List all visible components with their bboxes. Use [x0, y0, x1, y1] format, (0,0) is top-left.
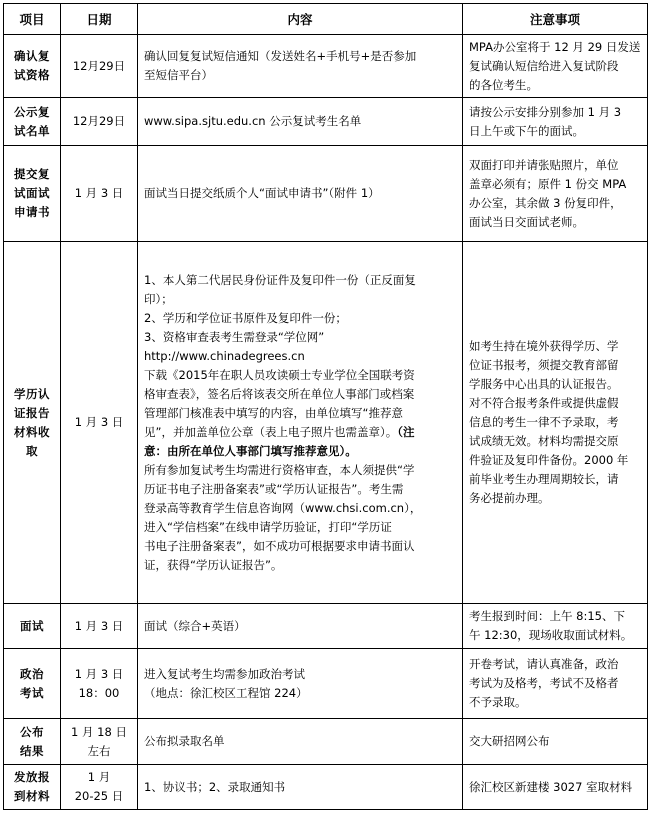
- content-line: 登录高等教育学生信息咨询网（www.chsi.com.cn），: [144, 500, 422, 515]
- date-line: 12月29日: [72, 58, 126, 73]
- notes-line: 考试为及格考，考试不及格者: [469, 676, 619, 690]
- content-line: 进入“学信档案”在线申请学历验证，打印“学历证: [144, 519, 392, 534]
- item-line: 政治: [20, 666, 44, 681]
- notes-line: 面试当日交面试老师。: [469, 214, 584, 229]
- content-line: www.sipa.sjtu.edu.cn 公示复试考生名单: [144, 114, 362, 128]
- item-line: 确认复: [14, 49, 50, 63]
- notes-line: 试成绩无效。材料均需提交原: [469, 434, 619, 448]
- date-cell: [61, 35, 138, 98]
- notes-cell: [463, 719, 648, 765]
- notes-cell: [463, 242, 648, 604]
- content-text: 见”，并加盖单位公章（表上电子照片也需盖章）。: [144, 424, 398, 439]
- item-cell: [4, 719, 61, 765]
- content-line: 公布拟录取名单: [144, 734, 225, 748]
- item-line: 提交复: [14, 167, 50, 181]
- item-line: 申请书: [14, 205, 50, 219]
- content-line: [144, 423, 456, 442]
- date-cell: [61, 242, 138, 604]
- notes-line: 交大研招网公布: [469, 734, 550, 748]
- table-row: [4, 146, 648, 242]
- table-row: [4, 242, 648, 604]
- notes-line: 盖章必须有；原件 1 份交 MPA: [469, 176, 627, 191]
- date-line: 1 月 3 日: [74, 415, 124, 429]
- content-line: 确认回复复试短信通知（发送姓名+手机号+是否参加: [144, 49, 417, 63]
- notes-line: 双面打印并请张贴照片，单位: [469, 157, 619, 172]
- notes-line: MPA办公室将于 12 月 29 日发送: [469, 39, 641, 54]
- header-content: 内容: [138, 4, 463, 35]
- notes-cell: [463, 604, 648, 649]
- item-line: 到材料: [14, 789, 50, 803]
- table-row: [4, 98, 648, 146]
- content-line: 所有参加复试考生均需进行资格审查，本人须提供“学: [144, 462, 415, 477]
- notes-cell: [463, 146, 648, 242]
- content-line: 历证书电子注册备案表”或“学历认证报告”。考生需: [144, 481, 404, 496]
- content-line: 面试（综合+英语）: [144, 618, 246, 633]
- content-line: 至短信平台）: [144, 68, 213, 82]
- content-line: 1、协议书；2、录取通知书: [144, 779, 286, 794]
- notes-line: 请按公示安排分别参加 1 月 3: [469, 104, 622, 119]
- table-row: [4, 35, 648, 98]
- schedule-table: [3, 3, 648, 810]
- notes-line: 徐汇校区新建楼 3027 室取材料: [469, 779, 633, 794]
- item-line: 试名单: [14, 123, 50, 138]
- notes-line: 学服务中心出具的认证报告。: [469, 377, 619, 391]
- content-line: 2、学历和学位证书原件及复印件一份；: [144, 310, 347, 325]
- notes-line: 不予录取。: [469, 695, 527, 709]
- notes-line: 的各位考生。: [469, 77, 538, 92]
- notes-line: 位证书报考，须提交教育部留: [469, 358, 619, 372]
- content-line: 面试当日提交纸质个人“面试申请书”（附件 1）: [144, 186, 380, 200]
- notes-line: 件验证及复印件备份。2000 年: [469, 453, 629, 467]
- date-cell: [61, 649, 138, 719]
- date-cell: [61, 765, 138, 810]
- content-line: 格审查表》，签名后将该表交所在单位人事部门或档案: [144, 386, 415, 401]
- date-line: 18：00: [78, 685, 120, 700]
- date-line: 1 月 18 日: [71, 724, 127, 739]
- item-cell: [4, 35, 61, 98]
- content-cell: [138, 98, 463, 146]
- item-line: 发放报: [14, 770, 50, 784]
- date-cell: [61, 719, 138, 765]
- date-line: 左右: [87, 743, 111, 758]
- item-line: 结果: [20, 743, 44, 758]
- notes-cell: [463, 98, 648, 146]
- table-row: [4, 719, 648, 765]
- emphasis-note: （注: [397, 424, 415, 439]
- table-row: [4, 604, 648, 649]
- table-row: [4, 765, 648, 810]
- item-cell: [4, 242, 61, 604]
- notes-cell: [463, 765, 648, 810]
- item-line: 证报告: [14, 405, 50, 420]
- content-cell: [138, 35, 463, 98]
- item-line: 学历认: [14, 386, 50, 401]
- content-cell: [138, 604, 463, 649]
- table-row: [4, 649, 648, 719]
- notes-line: 务必提前办理。: [469, 491, 550, 505]
- date-cell: [61, 146, 138, 242]
- item-cell: [4, 649, 61, 719]
- item-line: 考试: [20, 685, 44, 700]
- date-line: 20-25 日: [74, 789, 124, 803]
- notes-line: 开卷考试，请认真准备，政治: [469, 657, 619, 671]
- notes-line: 对不符合报考条件或提供虚假: [469, 396, 619, 410]
- item-line: 取: [26, 443, 38, 458]
- notes-cell: [463, 35, 648, 98]
- date-line: 1 月 3 日: [74, 618, 124, 633]
- item-line: 材料收: [14, 424, 50, 439]
- header-date: 日期: [61, 4, 138, 35]
- content-line: （地点：徐汇校区工程馆 224）: [144, 685, 308, 700]
- date-line: 1 月 3 日: [74, 666, 124, 681]
- date-line: 1 月: [87, 770, 111, 784]
- notes-line: 日上午或下午的面试。: [469, 123, 584, 138]
- content-cell: [138, 719, 463, 765]
- item-line: 公示复: [14, 104, 50, 119]
- item-cell: [4, 765, 61, 810]
- date-line: 12月29日: [72, 114, 126, 128]
- content-line: 书电子注册备案表”，如不成功可根据要求申请书面认: [144, 538, 415, 553]
- notes-line: 信息的考生一律不予录取，考: [469, 415, 619, 429]
- item-cell: [4, 604, 61, 649]
- content-line: 管理部门核准表中填写的内容，由单位填写“推荐意: [144, 405, 403, 420]
- content-cell: [138, 146, 463, 242]
- item-cell: [4, 98, 61, 146]
- content-line: 进入复试考生均需参加政治考试: [144, 666, 305, 681]
- date-cell: [61, 98, 138, 146]
- notes-line: 午 12:30，现场收取面试材料。: [469, 628, 633, 642]
- date-line: 1 月 3 日: [74, 186, 124, 200]
- notes-line: 考生报到时间：上午 8:15、下: [469, 609, 625, 623]
- content-line: 证，获得“学历认证报告”。: [144, 557, 283, 572]
- content-cell: [138, 242, 463, 604]
- item-line: 试面试: [14, 186, 50, 200]
- date-cell: [61, 604, 138, 649]
- content-line: 印）；: [144, 291, 173, 306]
- item-cell: [4, 146, 61, 242]
- notes-line: 办公室，其余做 3 份复印件，: [469, 195, 622, 210]
- item-line: 试资格: [14, 68, 50, 82]
- item-line: 面试: [20, 618, 44, 633]
- notes-line: 前毕业考生办理周期较长，请: [469, 472, 619, 486]
- emphasis-line: 意：由所在单位人事部门填写推荐意见）。: [144, 443, 357, 458]
- notes-line: 如考生持在境外获得学历、学: [469, 339, 619, 353]
- notes-line: 复试确认短信给进入复试阶段: [469, 58, 619, 73]
- content-cell: [138, 765, 463, 810]
- item-line: 公布: [20, 724, 44, 739]
- header-row: [4, 4, 648, 35]
- notes-cell: [463, 649, 648, 719]
- content-line: http://www.chinadegrees.cn: [144, 348, 305, 363]
- content-line: 下载《2015年在职人员攻读硕士专业学位全国联考资: [144, 367, 415, 382]
- content-line: 1、本人第二代居民身份证件及复印件一份（正反面复: [144, 272, 416, 287]
- header-notes: 注意事项: [463, 4, 648, 35]
- content-line: 3、资格审查表考生需登录“学位网”: [144, 329, 325, 344]
- content-cell: [138, 649, 463, 719]
- header-item: 项目: [4, 4, 61, 35]
